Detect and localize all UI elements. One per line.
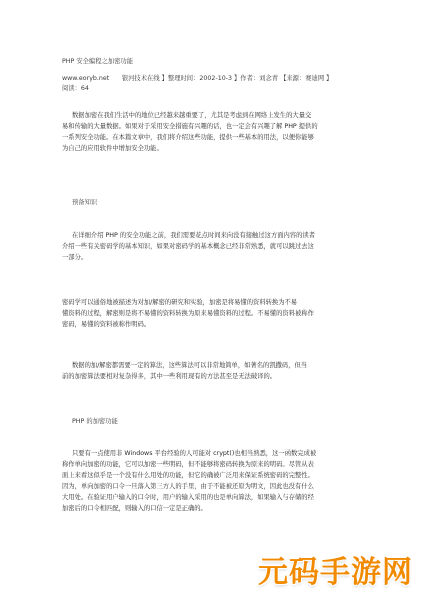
paragraph-line: 加密后的口令相匹配，则输入的口信一定是正确的。: [62, 505, 207, 512]
paragraph-line: 一部分。: [62, 254, 88, 261]
paragraph-line: 因为，单向加密的口令一旦落入第三方人的手里，由于不能被还原为明文，因此也没有什么: [62, 483, 314, 490]
paragraph-line: 介绍一些有关密码学的基本知识，如果对密码学的基本概念已经非常熟悉，就可以跳过去这: [62, 243, 314, 250]
paragraph-line: 在详细介绍 PHP 的安全功能之前，我们需要花点时间来向没有接触过这方面内容的读者: [72, 232, 316, 239]
paragraph-line: 只要有一点使用非 Windows 平台经验的人可能对 crypt()也相当熟悉，这一函数完成被: [72, 450, 317, 457]
paragraph-line: 为自己的应用软件中增加安全功能。: [62, 145, 163, 152]
paragraph-line: 面上来看这似乎是一个没有什么用处的功能，但它的确被广泛用来保证系统密码的完整性。: [62, 472, 314, 479]
paragraph-line: 数据加密在我们生活中的地位已经越来越重要了，尤其是考虑到在网络上发生的大量交: [72, 112, 312, 119]
paragraph-line: 称作单向加密的功能，它可以加密一些明码，但不能够将密码转换为原来的明码。尽管从表: [62, 461, 314, 468]
paragraph-line: 数据的加/解密都需要一定的算法，这些算法可以非常地简单，如著名的凯撒码，但当: [72, 362, 308, 369]
site-watermark-logo: 元码手游网: [258, 555, 413, 590]
section-heading-php-encryption: PHP 的加密功能: [72, 418, 118, 425]
paragraph-line: 一系列安全功能。在本篇文章中，我们将介绍这些功能，提供一些基本的用法，以便你能够: [62, 134, 314, 141]
document-title: PHP 安全编程之加密功能: [62, 58, 134, 65]
paragraph-line: 密码学可以通俗地被描述为对加/解密的研究和实验，加密是将易懂的资料转换为不易: [62, 299, 298, 306]
paragraph-line: 密码，易懂的资料被称作明码。: [62, 321, 151, 328]
document-meta-line1: www.eoryb.net 银河技术在线 】整理时间：2002-10-3 】作者：刘念青 【来源：赛迪网 】: [62, 75, 333, 82]
paragraph-line: 大用处。在验证用户输入的口令时，用户的输入采用的也是单向算法，如果输入与存储的经: [62, 494, 314, 501]
document-meta-line2: 阅读：64: [62, 85, 89, 92]
section-heading-prerequisites: 预备知识: [72, 199, 98, 206]
paragraph-line: 懂资料的过程，解密则是将不易懂的资料转换为原来易懂资料的过程。不易懂的资料被称作: [62, 310, 314, 317]
paragraph-line: 前的加密算法要相对复杂得多，其中一些利用现有的方法甚至是无法破译的。: [62, 373, 277, 380]
paragraph-line: 易和传输的大量数据。如果对于采用安全措施有兴趣的话，也一定会有兴趣了解 PHP 提供的: [62, 123, 318, 130]
